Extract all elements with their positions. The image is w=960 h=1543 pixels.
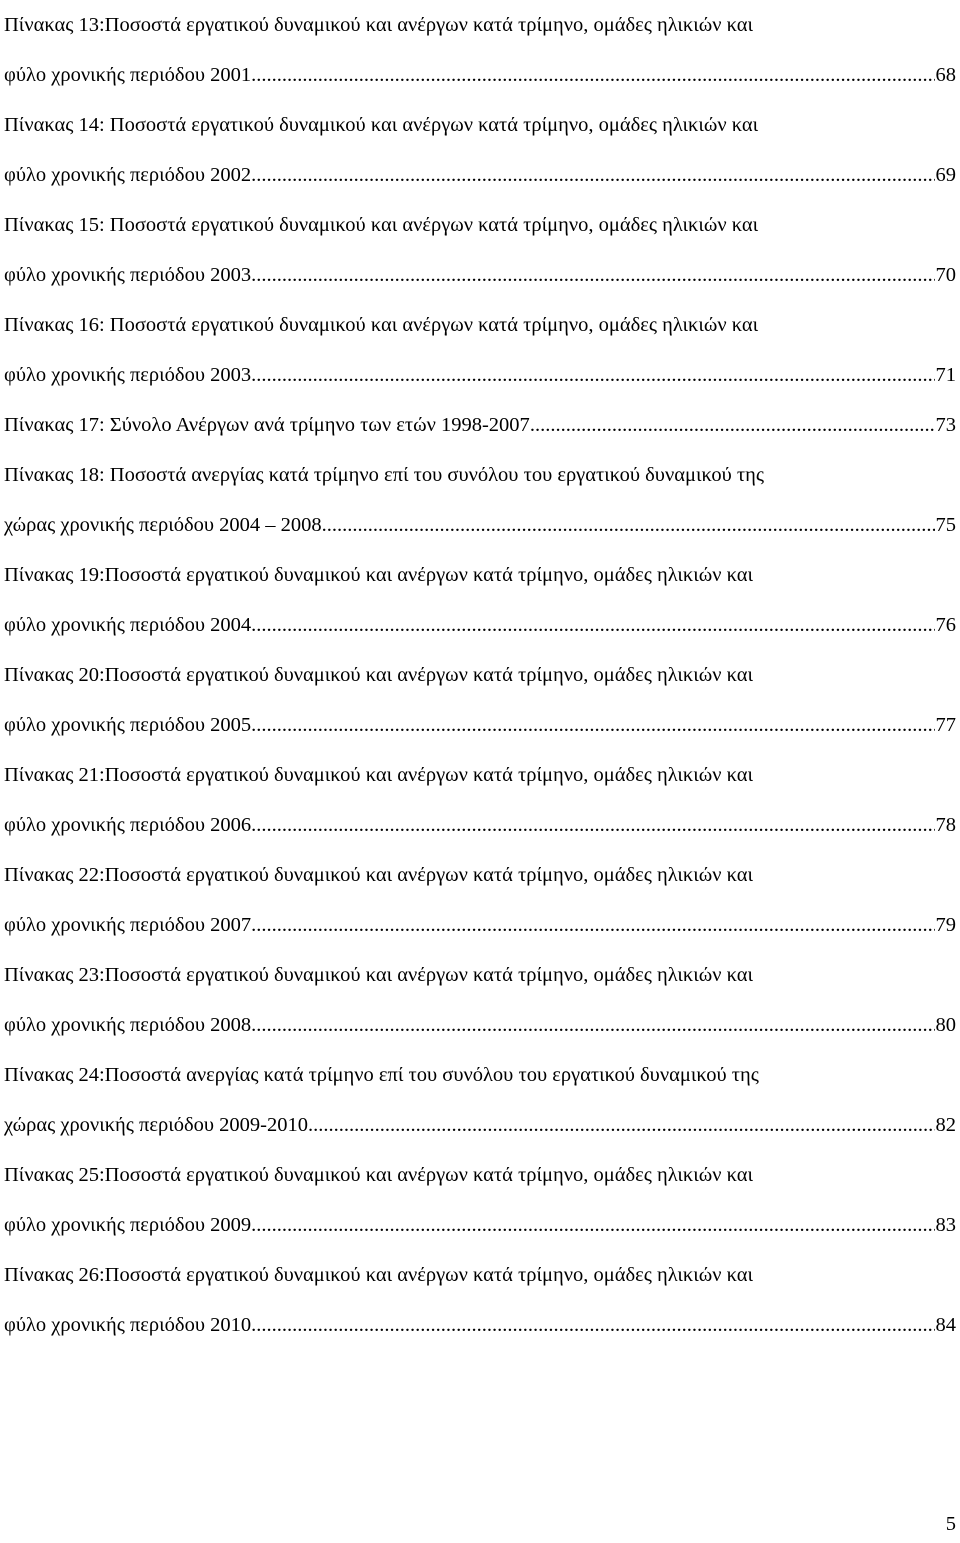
dot-leader bbox=[251, 150, 934, 200]
toc-entry-leader-line bbox=[4, 50, 956, 100]
toc-entry-leader-line bbox=[4, 1000, 956, 1050]
toc-entry[interactable] bbox=[4, 100, 956, 200]
toc-entry[interactable] bbox=[4, 650, 956, 750]
toc-entry-title-line: Πίνακας 19:Ποσοστά εργατικού δυναμικού και ανέργων κατά τρίμηνο, ομάδες ηλικιών και bbox=[4, 564, 754, 586]
dot-leader bbox=[251, 800, 934, 850]
toc-entry-page: 71 bbox=[935, 364, 956, 386]
toc-entry-title-end: χώρας χρονικής περιόδου 2004 – 2008 bbox=[4, 514, 322, 536]
toc-entry[interactable] bbox=[4, 1250, 956, 1350]
toc-entry-page: 80 bbox=[935, 1014, 956, 1036]
toc-entry-page: 78 bbox=[935, 814, 956, 836]
dot-leader bbox=[251, 1000, 934, 1050]
toc-entry-title-line: Πίνακας 14: Ποσοστά εργατικού δυναμικού και ανέργων κατά τρίμηνο, ομάδες ηλικιών και bbox=[4, 114, 759, 136]
toc-entry-title-end: φύλο χρονικής περιόδου 2003 bbox=[4, 364, 252, 386]
toc-entry-title-line: Πίνακας 25:Ποσοστά εργατικού δυναμικού και ανέργων κατά τρίμηνο, ομάδες ηλικιών και bbox=[4, 1164, 754, 1186]
toc-entry-leader-line bbox=[4, 700, 956, 750]
toc-entry-title-end: φύλο χρονικής περιόδου 2009 bbox=[4, 1214, 252, 1236]
toc-entry-leader-line bbox=[4, 500, 956, 550]
toc-entry-leader-line bbox=[4, 600, 956, 650]
toc-entry-page: 77 bbox=[935, 714, 956, 736]
toc-entry-title-end: χώρας χρονικής περιόδου 2009-2010 bbox=[4, 1114, 308, 1136]
toc-entry-title-line: Πίνακας 18: Ποσοστά ανεργίας κατά τρίμηνο επί του συνόλου του εργατικού δυναμικού της bbox=[4, 464, 764, 486]
toc-entry[interactable] bbox=[4, 750, 956, 850]
toc-entry-leader-line bbox=[4, 350, 956, 400]
toc-entry-leader-line bbox=[4, 900, 956, 950]
toc-entry-page: 83 bbox=[935, 1214, 956, 1236]
toc-entry-page: 70 bbox=[935, 264, 956, 286]
toc-entry-page: 79 bbox=[935, 914, 956, 936]
dot-leader bbox=[251, 900, 934, 950]
toc-entry-title-end: φύλο χρονικής περιόδου 2005 bbox=[4, 714, 252, 736]
toc-entry-title-line: Πίνακας 22:Ποσοστά εργατικού δυναμικού και ανέργων κατά τρίμηνο, ομάδες ηλικιών και bbox=[4, 864, 754, 886]
toc-entry-title-end: φύλο χρονικής περιόδου 2001 bbox=[4, 64, 252, 86]
toc-entry-title-line: Πίνακας 26:Ποσοστά εργατικού δυναμικού και ανέργων κατά τρίμηνο, ομάδες ηλικιών και bbox=[4, 1264, 754, 1286]
toc-entry-leader-line bbox=[4, 150, 956, 200]
dot-leader bbox=[251, 250, 934, 300]
toc-entry-title-line: Πίνακας 24:Ποσοστά ανεργίας κατά τρίμηνο επί του συνόλου του εργατικού δυναμικού της bbox=[4, 1064, 759, 1086]
toc-entry-page: 75 bbox=[935, 514, 956, 536]
toc-entry-title-line: Πίνακας 21:Ποσοστά εργατικού δυναμικού και ανέργων κατά τρίμηνο, ομάδες ηλικιών και bbox=[4, 764, 754, 786]
toc-entry[interactable] bbox=[4, 200, 956, 300]
toc-entry-page: 68 bbox=[935, 64, 956, 86]
dot-leader bbox=[251, 50, 934, 100]
table-of-tables bbox=[4, 0, 956, 1350]
dot-leader bbox=[251, 600, 934, 650]
toc-entry-leader-line bbox=[4, 1200, 956, 1250]
dot-leader bbox=[251, 700, 934, 750]
toc-entry-title-line: Πίνακας 15: Ποσοστά εργατικού δυναμικού και ανέργων κατά τρίμηνο, ομάδες ηλικιών και bbox=[4, 214, 759, 236]
toc-entry-page: 76 bbox=[935, 614, 956, 636]
toc-entry-title-end: φύλο χρονικής περιόδου 2010 bbox=[4, 1314, 252, 1336]
toc-entry-title-end: φύλο χρονικής περιόδου 2008 bbox=[4, 1014, 252, 1036]
toc-entry[interactable] bbox=[4, 1150, 956, 1250]
toc-entry-page: 84 bbox=[935, 1314, 956, 1336]
toc-entry[interactable] bbox=[4, 1050, 956, 1150]
toc-entry[interactable] bbox=[4, 550, 956, 650]
toc-entry-leader-line bbox=[4, 250, 956, 300]
toc-entry[interactable] bbox=[4, 0, 956, 100]
toc-entry[interactable] bbox=[4, 400, 956, 450]
toc-entry-title-end: Πίνακας 17: Σύνολο Ανέργων ανά τρίμηνο των ετών 1998-2007 bbox=[4, 414, 530, 436]
dot-leader bbox=[322, 500, 935, 550]
toc-entry-title-end: φύλο χρονικής περιόδου 2002 bbox=[4, 164, 252, 186]
toc-entry-page: 69 bbox=[935, 164, 956, 186]
toc-entry-title-end: φύλο χρονικής περιόδου 2007 bbox=[4, 914, 252, 936]
toc-entry[interactable] bbox=[4, 850, 956, 950]
toc-entry-leader-line bbox=[4, 400, 956, 450]
toc-entry-title-line: Πίνακας 23:Ποσοστά εργατικού δυναμικού και ανέργων κατά τρίμηνο, ομάδες ηλικιών και bbox=[4, 964, 754, 986]
toc-entry-leader-line bbox=[4, 1300, 956, 1350]
toc-entry-title-line: Πίνακας 16: Ποσοστά εργατικού δυναμικού και ανέργων κατά τρίμηνο, ομάδες ηλικιών και bbox=[4, 314, 759, 336]
toc-entry-title-end: φύλο χρονικής περιόδου 2006 bbox=[4, 814, 252, 836]
toc-entry-page: 82 bbox=[935, 1114, 956, 1136]
toc-entry[interactable] bbox=[4, 300, 956, 400]
dot-leader bbox=[251, 1200, 934, 1250]
toc-entry[interactable] bbox=[4, 450, 956, 550]
toc-entry[interactable] bbox=[4, 950, 956, 1050]
toc-entry-title-end: φύλο χρονικής περιόδου 2003 bbox=[4, 264, 252, 286]
dot-leader bbox=[308, 1100, 935, 1150]
toc-entry-page: 73 bbox=[935, 414, 956, 436]
toc-entry-title-line: Πίνακας 20:Ποσοστά εργατικού δυναμικού και ανέργων κατά τρίμηνο, ομάδες ηλικιών και bbox=[4, 664, 754, 686]
dot-leader bbox=[251, 1300, 934, 1350]
toc-entry-title-line: Πίνακας 13:Ποσοστά εργατικού δυναμικού και ανέργων κατά τρίμηνο, ομάδες ηλικιών και bbox=[4, 14, 754, 36]
dot-leader bbox=[251, 350, 934, 400]
toc-entry-leader-line bbox=[4, 1100, 956, 1150]
dot-leader bbox=[530, 400, 935, 450]
toc-entry-title-end: φύλο χρονικής περιόδου 2004 bbox=[4, 614, 252, 636]
toc-entry-leader-line bbox=[4, 800, 956, 850]
page-number: 5 bbox=[945, 1513, 956, 1535]
